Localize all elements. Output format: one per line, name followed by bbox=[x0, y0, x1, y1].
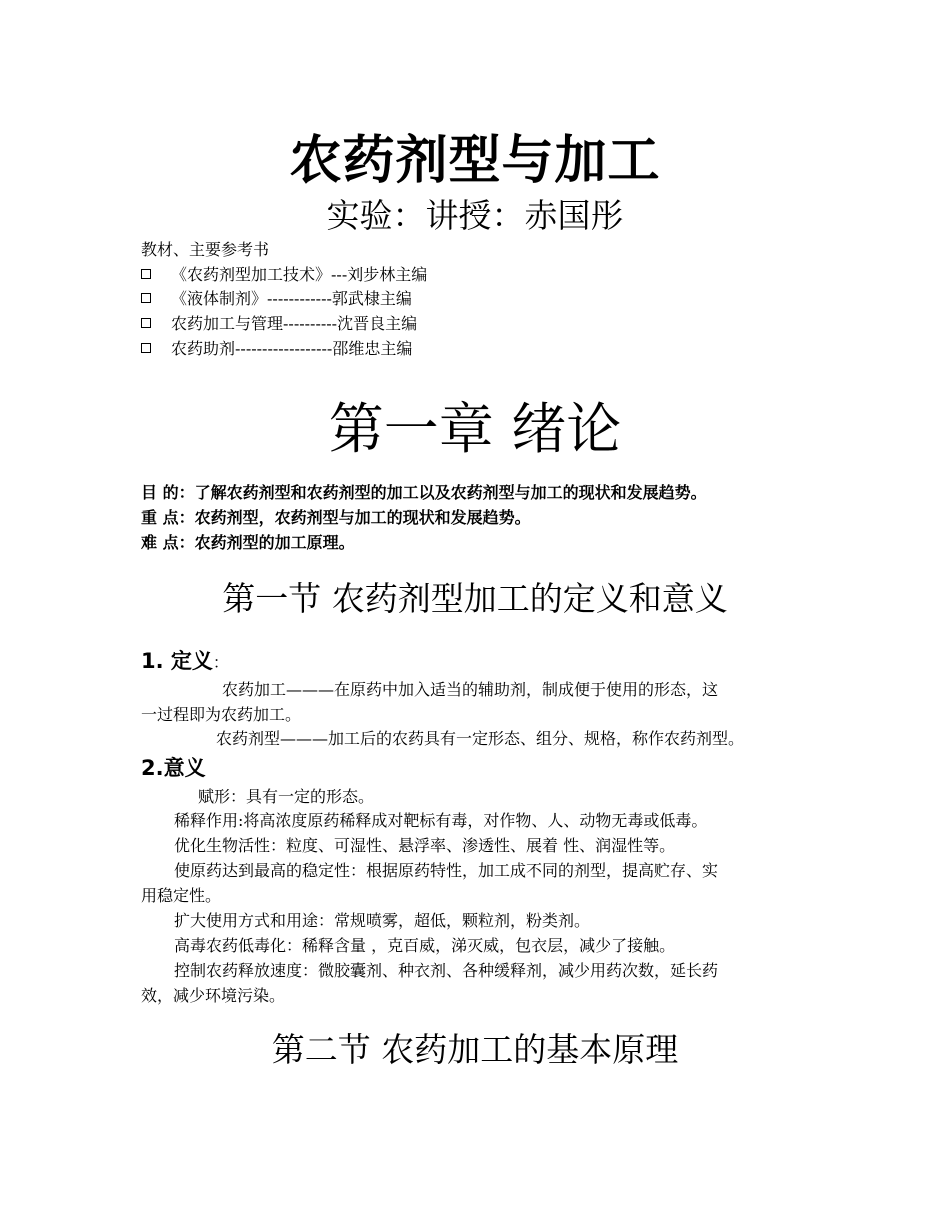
significance-line: 使原药达到最高的稳定性：根据原药特性，加工成不同的剂型，提高贮存、实 bbox=[174, 861, 719, 880]
checkbox-bullet-icon bbox=[141, 343, 151, 353]
significance-heading: 2.意义 bbox=[141, 756, 206, 780]
references-heading: 教材、主要参考书 bbox=[141, 240, 270, 259]
reference-text: 农药助剂------------------邵维忠主编 bbox=[171, 339, 413, 358]
definition-line: 一过程即为农药加工。 bbox=[141, 705, 302, 724]
reference-item bbox=[141, 336, 412, 359]
reference-text: 农药加工与管理----------沈晋良主编 bbox=[171, 314, 418, 333]
reference-item bbox=[141, 286, 412, 309]
definition-heading bbox=[141, 645, 229, 675]
significance-line: 扩大使用方式和用途：常规喷雾，超低，颗粒剂，粉类剂。 bbox=[174, 911, 591, 930]
objective-text: 农药剂型的加工原理。 bbox=[194, 533, 355, 552]
significance-line: 用稳定性。 bbox=[141, 886, 222, 905]
definition-heading-text: 1. 定义 bbox=[141, 649, 213, 673]
document-subtitle: 实验：讲授：赤国彤 bbox=[326, 196, 624, 235]
reference-text: 《农药剂型加工技术》---刘步林主编 bbox=[171, 265, 428, 284]
objective-key: 重 点： bbox=[141, 508, 195, 527]
significance-line: 高毒农药低毒化：稀释含量 ，克百威，涕灭威，包衣层，减少了接触。 bbox=[174, 936, 676, 955]
checkbox-bullet-icon bbox=[141, 269, 151, 279]
reference-item bbox=[141, 311, 417, 334]
chapter-title: 第一章 绪论 bbox=[328, 397, 622, 461]
reference-text: 《液体制剂》------------郭武棣主编 bbox=[171, 289, 412, 308]
significance-line: 稀释作用:将高浓度原药稀释成对靶标有毒，对作物、人、动物无毒或低毒。 bbox=[174, 811, 708, 830]
significance-line: 效，减少环境污染。 bbox=[141, 986, 286, 1005]
definition-line: 农药加工———在原药中加入适当的辅助剂，制成便于使用的形态，这 bbox=[222, 680, 719, 699]
objective-text: 了解农药剂型和农药剂型的加工以及农药剂型与加工的现状和发展趋势。 bbox=[194, 483, 707, 502]
section-1-title: 第一节 农药剂型加工的定义和意义 bbox=[222, 579, 728, 618]
section-2-title: 第二节 农药加工的基本原理 bbox=[271, 1030, 679, 1069]
document-title: 农药剂型与加工 bbox=[289, 130, 661, 191]
objective-key: 目 的： bbox=[141, 483, 195, 502]
key-point-line bbox=[141, 505, 531, 528]
significance-line: 优化生物活性：粒度、可湿性、悬浮率、渗透性、展着 性、润湿性等。 bbox=[174, 836, 676, 855]
checkbox-bullet-icon bbox=[141, 318, 151, 328]
significance-line: 控制农药释放速度：微胶囊剂、种衣剂、各种缓释剂，减少用药次数，延长药 bbox=[174, 961, 719, 980]
difficulty-line bbox=[141, 530, 355, 553]
objective-key: 难 点： bbox=[141, 533, 195, 552]
significance-line: 赋形：具有一定的形态。 bbox=[198, 787, 375, 806]
definition-line: 农药剂型———加工后的农药具有一定形态、组分、规格，称作农药剂型。 bbox=[216, 729, 745, 748]
reference-item bbox=[141, 262, 427, 285]
objective-text: 农药剂型，农药剂型与加工的现状和发展趋势。 bbox=[194, 508, 531, 527]
definition-colon: ： bbox=[212, 653, 229, 672]
checkbox-bullet-icon bbox=[141, 293, 151, 303]
objective-line bbox=[141, 480, 707, 503]
